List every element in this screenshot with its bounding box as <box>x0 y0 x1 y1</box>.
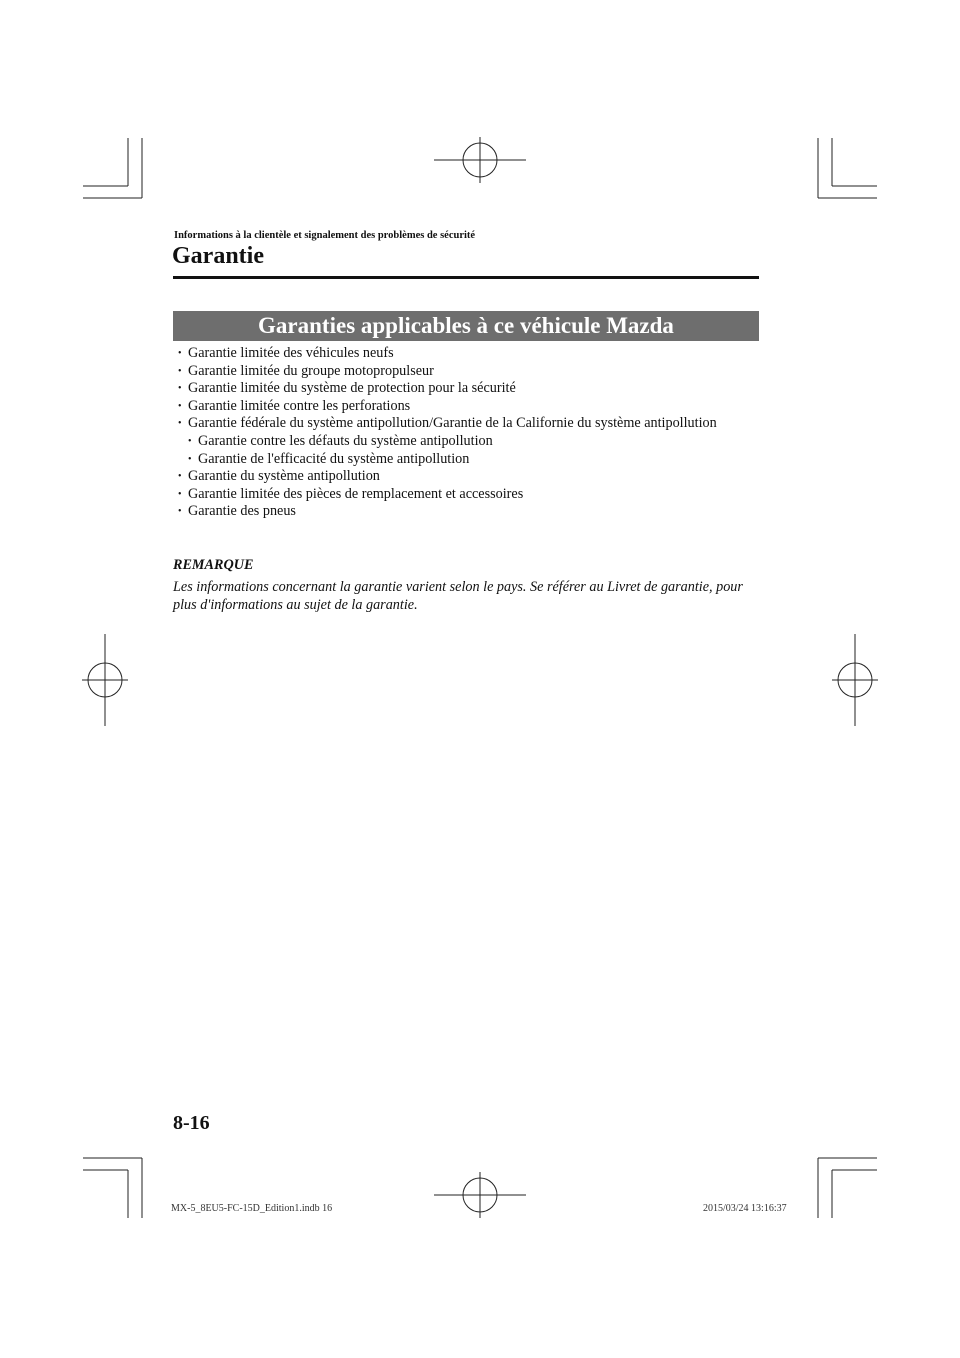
list-item <box>178 363 758 381</box>
banner-title: Garanties applicables à ce véhicule Mazda <box>173 311 759 341</box>
list-item-text: Garantie des pneus <box>188 503 296 520</box>
list-item <box>178 345 758 363</box>
print-file-info: MX-5_8EU5-FC-15D_Edition1.indb 16 <box>171 1203 333 1214</box>
bullet-icon: • <box>178 506 182 518</box>
bullet-icon: • <box>178 348 182 359</box>
note-heading: REMARQUE <box>173 557 254 573</box>
list-item <box>178 415 758 433</box>
list-item-text: Garantie fédérale du système antipollution/Garantie de la Californie du système antipollution <box>188 415 717 432</box>
list-item <box>178 486 758 504</box>
list-item-text: Garantie limitée du système de protection pour la sécurité <box>188 380 516 397</box>
title-rule <box>173 276 759 279</box>
list-item-text: Garantie contre les défauts du système antipollution <box>198 432 493 449</box>
list-item <box>178 468 758 486</box>
bullet-icon: • <box>188 435 192 447</box>
bullet-icon: • <box>188 453 192 465</box>
list-item-text: Garantie limitée du groupe motopropulseur <box>188 362 434 379</box>
bullet-icon: • <box>178 418 182 430</box>
sub-list-item <box>188 433 758 451</box>
list-item-text: Garantie de l'efficacité du système antipollution <box>198 450 470 467</box>
bullet-icon: • <box>178 400 182 412</box>
list-item-text: Garantie limitée des pièces de remplacement et accessoires <box>188 485 524 502</box>
print-date-info: 2015/03/24 13:16:37 <box>703 1203 787 1214</box>
warranty-list <box>178 345 758 521</box>
bullet-icon: • <box>178 488 182 500</box>
bullet-icon: • <box>178 471 182 483</box>
note-text: Les informations concernant la garantie varient selon le pays. Se référer au Livret de garantie, pour plus d'informations au sujet de la garantie. <box>173 579 743 613</box>
bullet-icon: • <box>178 365 182 377</box>
chapter-label: Informations à la clientèle et signalement des problèmes de sécurité <box>174 230 476 241</box>
list-item-text: Garantie limitée des véhicules neufs <box>188 345 394 361</box>
list-item <box>178 503 758 521</box>
page-number: 8-16 <box>173 1112 210 1134</box>
list-item-text: Garantie du système antipollution <box>188 468 380 485</box>
list-item <box>178 398 758 416</box>
sub-list-item <box>188 451 758 469</box>
list-item-text: Garantie limitée contre les perforations <box>188 397 411 414</box>
section-title: Garantie <box>172 243 264 269</box>
bullet-icon: • <box>178 383 182 395</box>
list-item <box>178 380 758 398</box>
